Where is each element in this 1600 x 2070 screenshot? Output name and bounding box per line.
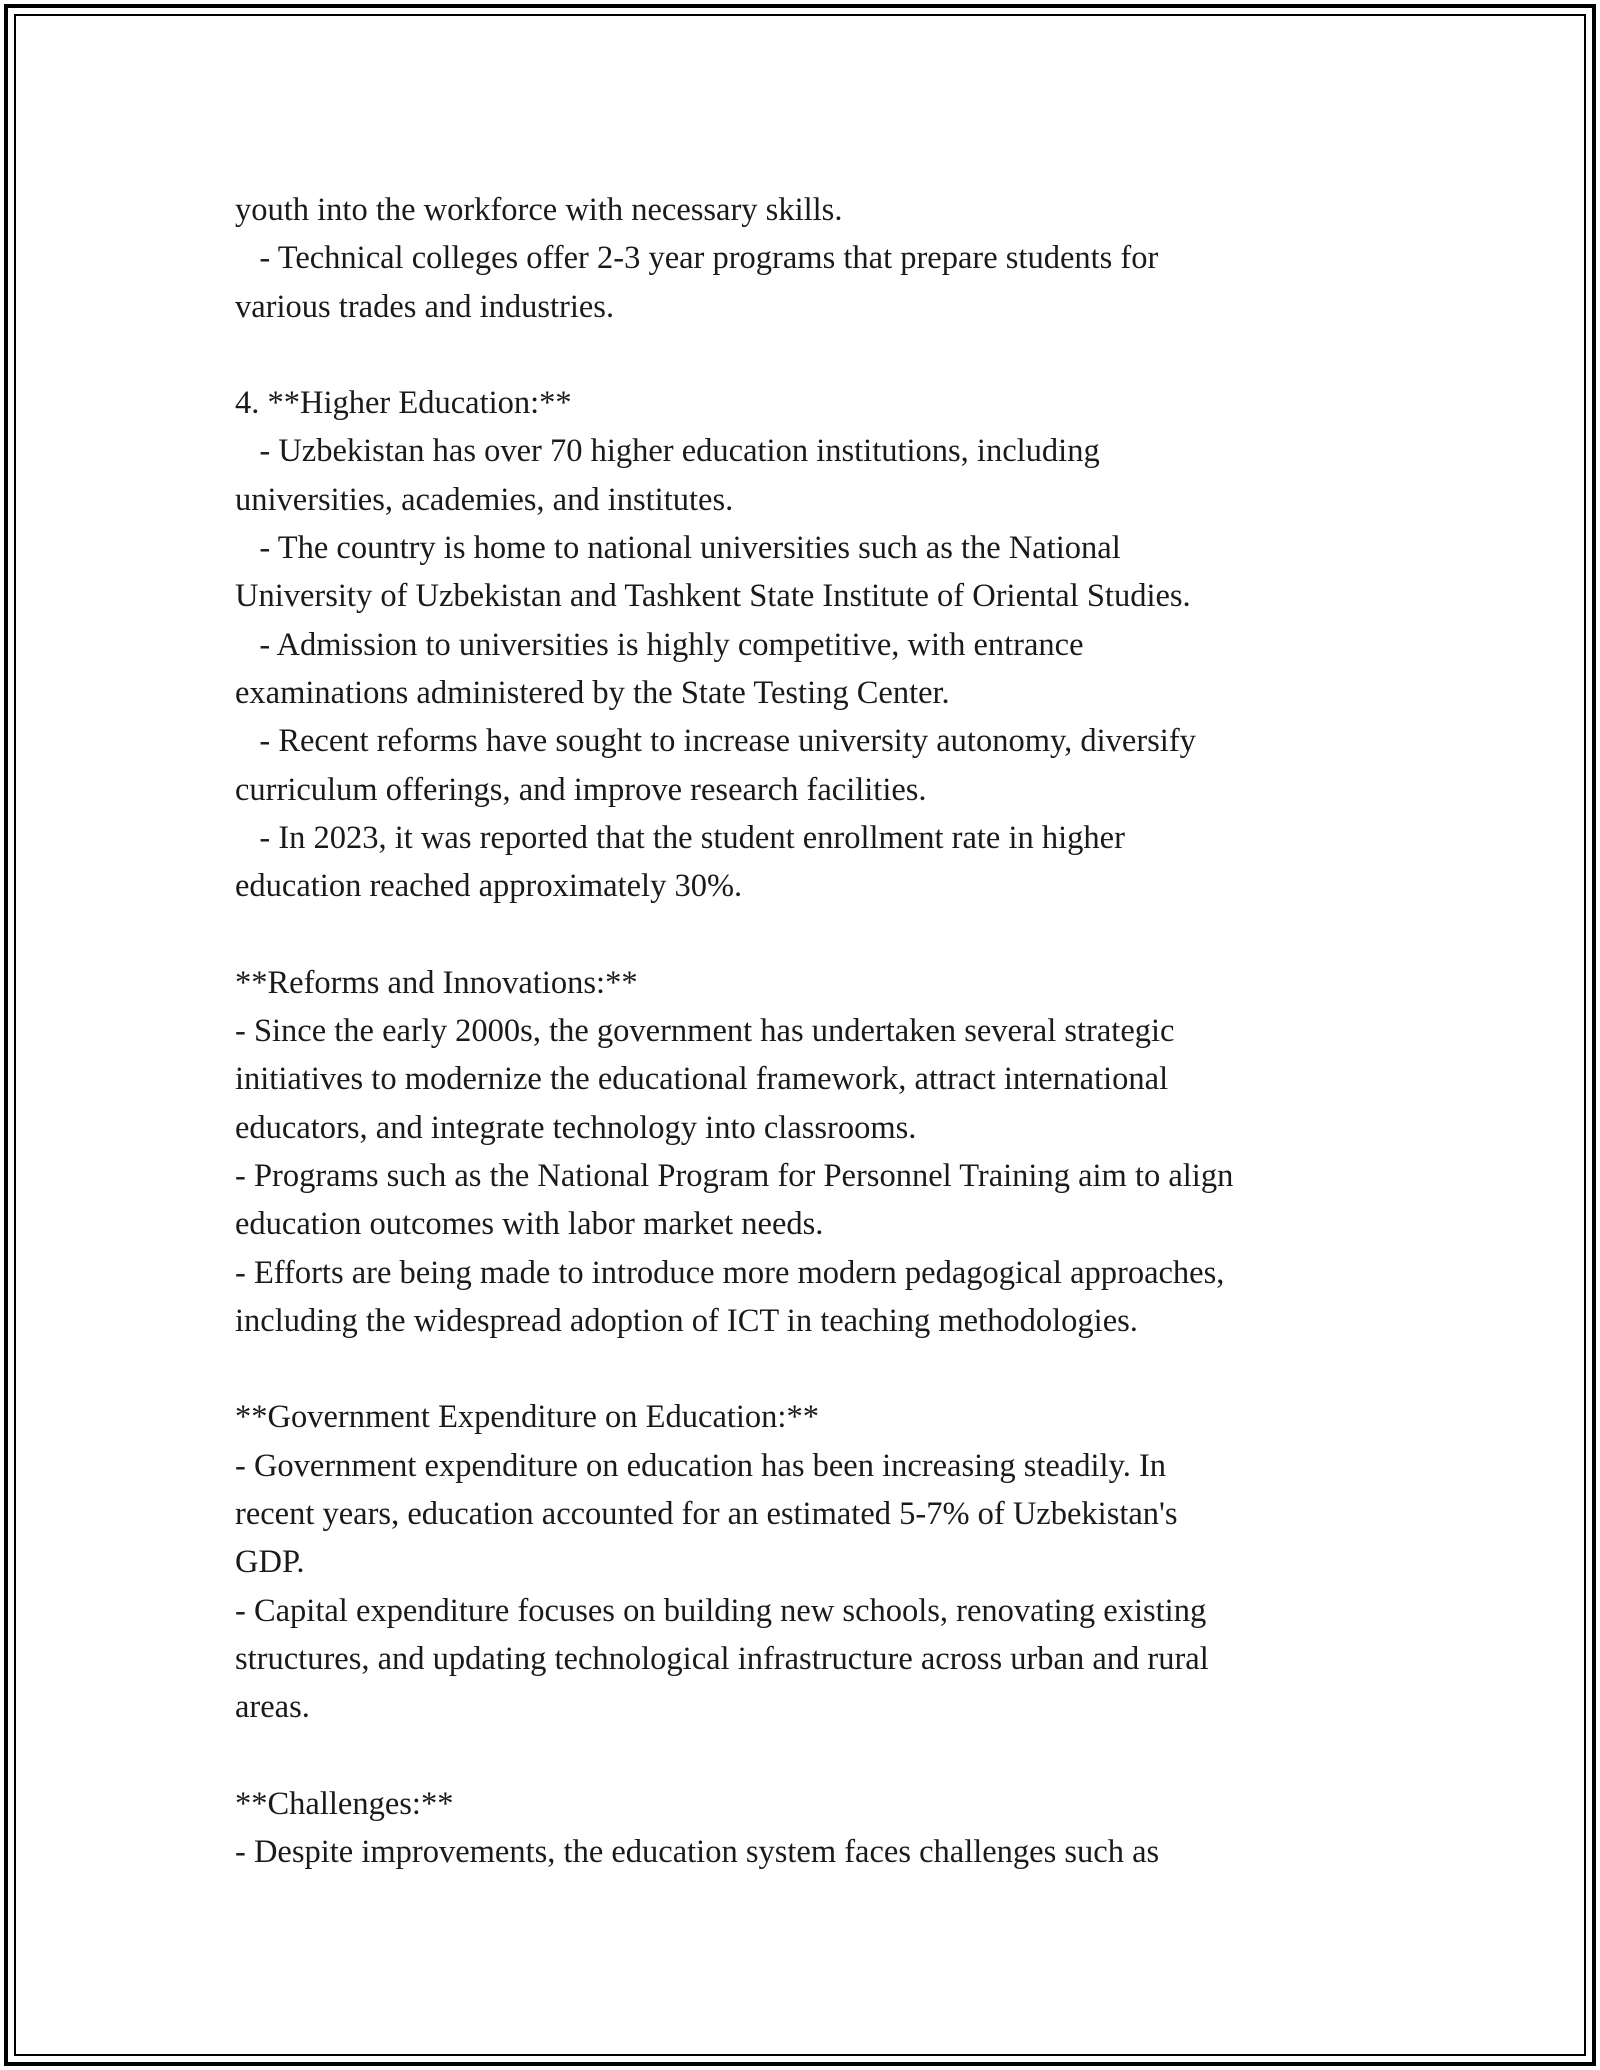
- text-line: youth into the workforce with necessary skills.: [235, 192, 843, 228]
- text-line: examinations administered by the State Testing Center.: [235, 674, 950, 711]
- text-line: - Government expenditure on education has been increasing steadily. In: [235, 1447, 1167, 1484]
- blank-line: [235, 910, 1415, 958]
- text-line: GDP.: [235, 1544, 305, 1581]
- text-line: structures, and updating technological infrastructure across urban and rural: [235, 1640, 1209, 1677]
- text-line: initiatives to modernize the educational framework, attract international: [235, 1061, 1169, 1098]
- section-heading-higher-education: 4. **Higher Education:**: [235, 385, 572, 422]
- text-line: - Since the early 2000s, the government has undertaken several strategic: [235, 1013, 1175, 1050]
- text-line: areas.: [235, 1689, 310, 1726]
- text-line: educators, and integrate technology into classrooms.: [235, 1109, 917, 1146]
- section-heading-challenges: **Challenges:**: [235, 1785, 454, 1822]
- text-line: curriculum offerings, and improve research facilities.: [235, 771, 927, 808]
- text-line: recent years, education accounted for an estimated 5-7% of Uzbekistan's: [235, 1496, 1178, 1533]
- text-line: universities, academies, and institutes.: [235, 481, 734, 518]
- text-line: - The country is home to national universities such as the National: [235, 530, 1121, 567]
- text-line: various trades and industries.: [235, 288, 615, 325]
- text-line: - Capital expenditure focuses on building new schools, renovating existing: [235, 1592, 1207, 1629]
- text-line: - Despite improvements, the education system faces challenges such as: [235, 1834, 1160, 1871]
- text-line: - Recent reforms have sought to increase university autonomy, diversify: [235, 723, 1196, 760]
- text-line: including the widespread adoption of ICT in teaching methodologies.: [235, 1302, 1138, 1339]
- text-line: University of Uzbekistan and Tashkent State Institute of Oriental Studies.: [235, 578, 1191, 615]
- text-line: - Technical colleges offer 2-3 year programs that prepare students for: [235, 240, 1159, 277]
- blank-line: [235, 1345, 1415, 1393]
- text-line: - Programs such as the National Program for Personnel Training aim to align: [235, 1157, 1234, 1194]
- text-line: - Admission to universities is highly competitive, with entrance: [235, 626, 1084, 663]
- text-line: - In 2023, it was reported that the student enrollment rate in higher: [235, 819, 1125, 856]
- text-line: - Uzbekistan has over 70 higher education institutions, including: [235, 433, 1100, 470]
- text-line: - Efforts are being made to introduce more modern pedagogical approaches,: [235, 1254, 1225, 1291]
- text-line: education reached approximately 30%.: [235, 868, 743, 905]
- blank-line: [235, 331, 1415, 379]
- text-line: education outcomes with labor market needs.: [235, 1206, 824, 1243]
- section-heading-expenditure: **Government Expenditure on Education:**: [235, 1399, 819, 1436]
- document-body: [235, 186, 1415, 1876]
- blank-line: [235, 1732, 1415, 1780]
- section-heading-reforms: **Reforms and Innovations:**: [235, 964, 638, 1001]
